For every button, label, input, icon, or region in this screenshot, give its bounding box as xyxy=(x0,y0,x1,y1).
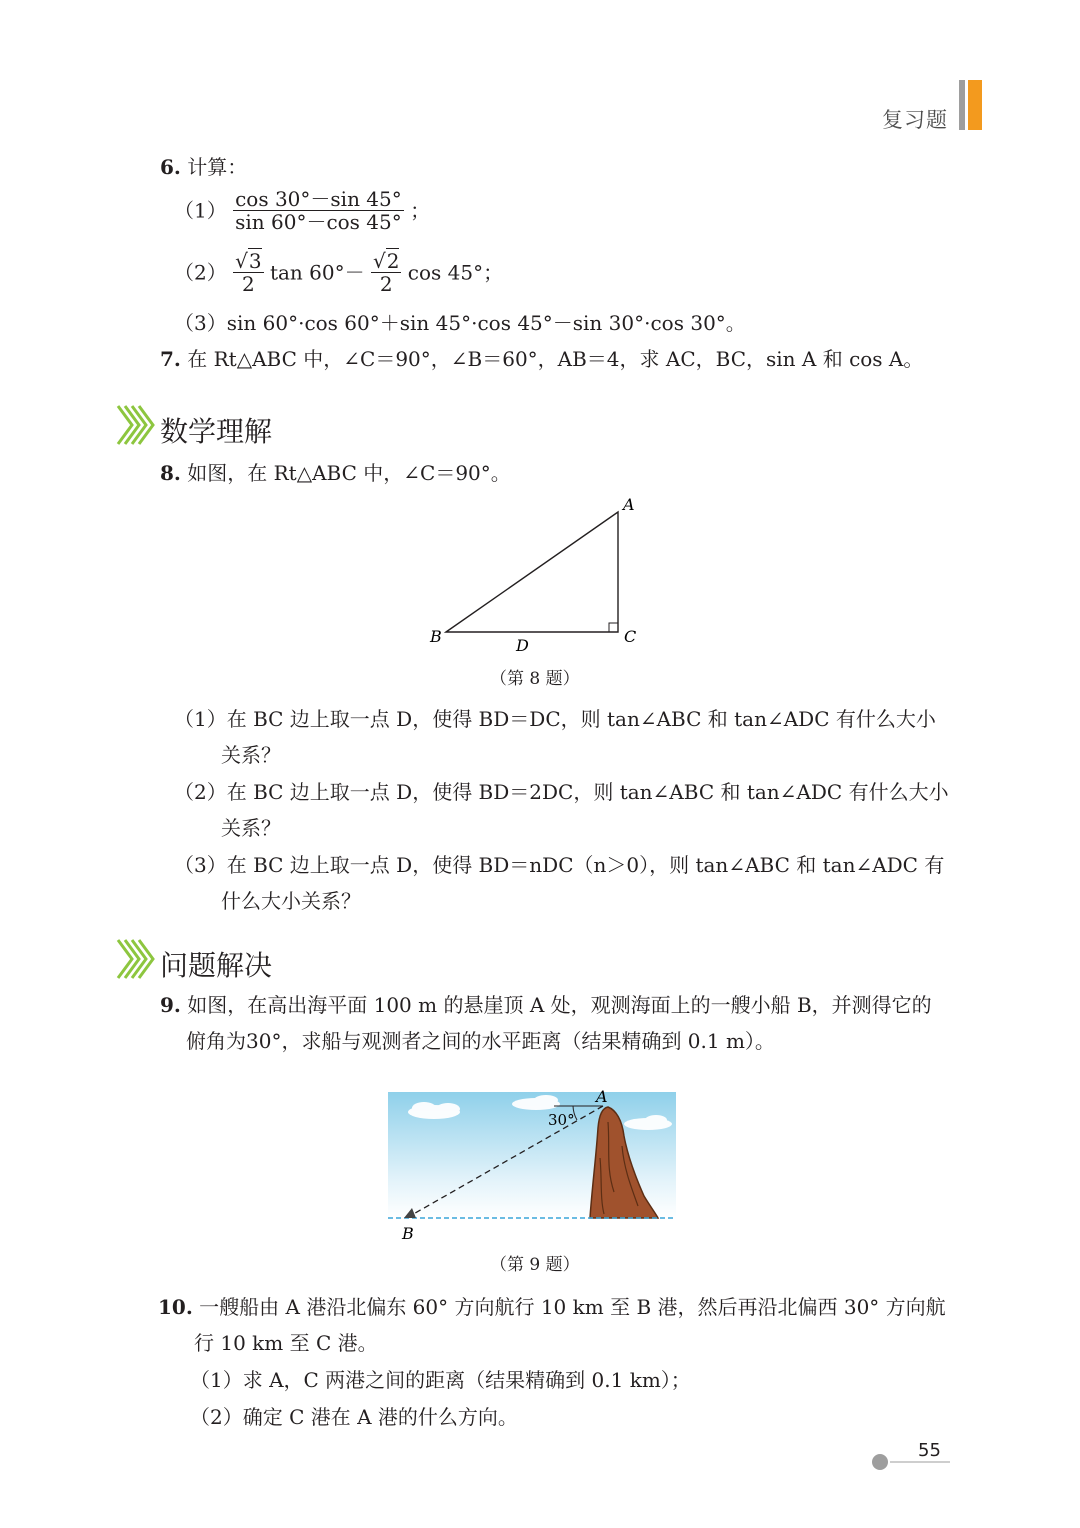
q9-cliff-figure xyxy=(386,1088,678,1248)
q8-triangle-figure xyxy=(420,490,660,660)
q6-part2 xyxy=(174,250,503,295)
section-title-understanding: 数学理解 xyxy=(160,415,273,448)
q9-label-A: A xyxy=(596,1088,608,1106)
q6-part1-end: ； xyxy=(410,198,431,223)
q6-part1-denominator: sin 60°－cos 45° xyxy=(235,210,402,234)
q9-number: 9. xyxy=(160,993,181,1017)
header-orange-bar xyxy=(968,80,982,130)
running-header: 复习题 xyxy=(882,108,948,132)
header-gray-bar xyxy=(959,80,965,130)
q7-text: 在 Rt△ABC 中，∠C＝90°，∠B＝60°，AB＝4，求 AC，BC，sin A 和 cos A。 xyxy=(187,347,924,371)
q6-part3-text: sin 60°·cos 60°＋sin 45°·cos 45°－sin 30°·cos 30°。 xyxy=(226,311,746,335)
q6-part2-den2: 2 xyxy=(379,272,393,296)
section-title-problem-solving: 问题解决 xyxy=(160,949,273,982)
q8-part1-line1: （1）在 BC 边上取一点 D，使得 BD＝DC，则 tan∠ABC 和 tan∠ADC 有什么大小 xyxy=(174,707,936,731)
q7 xyxy=(160,346,923,372)
q7-number: 7. xyxy=(160,347,181,371)
q8-part3-line1: （3）在 BC 边上取一点 D，使得 BD＝nDC（n＞0），则 tan∠ABC 和 tan∠ADC 有 xyxy=(174,853,945,877)
q9-line2: 俯角为30°，求船与观测者之间的水平距离（结果精确到 0.1 m）。 xyxy=(186,1029,775,1053)
q6-part2-fraction1: $\frac{√3}{2}$ xyxy=(235,249,262,296)
q9-label-B: B xyxy=(402,1224,414,1243)
q8-number: 8. xyxy=(160,461,181,485)
q6-part1 xyxy=(174,188,430,233)
q10-part1: （1）求 A，C 两港之间的距离（结果精确到 0.1 km）； xyxy=(190,1368,691,1392)
q8-part3-line2: 什么大小关系？ xyxy=(221,889,361,913)
q8-caption: （第 8 题） xyxy=(490,669,580,689)
q6-part1-fraction xyxy=(233,188,404,233)
q8-label-B: B xyxy=(430,627,442,646)
q9-line1 xyxy=(160,992,932,1018)
q10-part2: （2）确定 C 港在 A 港的什么方向。 xyxy=(190,1405,518,1429)
q9-angle-label: 30° xyxy=(548,1111,575,1129)
q8-title xyxy=(160,460,511,486)
q9-caption: （第 9 题） xyxy=(490,1255,580,1275)
q6-part2-end: cos 45°； xyxy=(407,260,504,285)
q6-part1-label: （1） xyxy=(174,198,227,223)
q6-part3-label: （3） xyxy=(174,311,227,335)
q6-part2-sqrt3: 3 xyxy=(248,249,262,273)
q8-part1-line2: 关系？ xyxy=(221,743,281,767)
q6-part2-mid: tan 60°－ xyxy=(269,260,365,285)
q8-part2-line1: （2）在 BC 边上取一点 D，使得 BD＝2DC，则 tan∠ABC 和 tan∠ADC 有什么大小 xyxy=(174,780,949,804)
q6-part1-numerator: cos 30°－sin 45° xyxy=(235,187,402,211)
q6-part2-sqrt2: 2 xyxy=(386,249,400,273)
q10-number: 10. xyxy=(158,1295,193,1319)
q8-label-A: A xyxy=(623,495,635,514)
q8-label-C: C xyxy=(624,627,637,646)
q8-part2-line2: 关系？ xyxy=(221,816,281,840)
q10-text-line1: 一艘船由 A 港沿北偏东 60° 方向航行 10 km 至 B 港，然后再沿北偏西 30° 方向航 xyxy=(199,1295,946,1319)
q9-text-line1: 如图，在高出海平面 100 m 的悬崖顶 A 处，观测海面上的一艘小船 B，并测得它的 xyxy=(187,993,932,1017)
q10-line1 xyxy=(158,1294,946,1320)
q8-label-D: D xyxy=(516,636,529,655)
q6-part2-den1: 2 xyxy=(241,272,255,296)
page-number: 55 xyxy=(918,1440,941,1461)
section-chevron-icon xyxy=(116,404,160,446)
q6-text: 计算： xyxy=(187,155,248,179)
q6-part3 xyxy=(174,310,746,336)
q6-number: 6. xyxy=(160,155,181,179)
q6-part2-fraction2: $\frac{√2}{2}$ xyxy=(372,249,400,296)
q10-line2: 行 10 km 至 C 港。 xyxy=(194,1331,378,1355)
section-chevron-icon xyxy=(116,938,160,980)
q6-part2-label: （2） xyxy=(174,260,227,285)
q6-title xyxy=(160,154,247,180)
q8-text: 如图，在 Rt△ABC 中，∠C＝90°。 xyxy=(187,461,511,485)
